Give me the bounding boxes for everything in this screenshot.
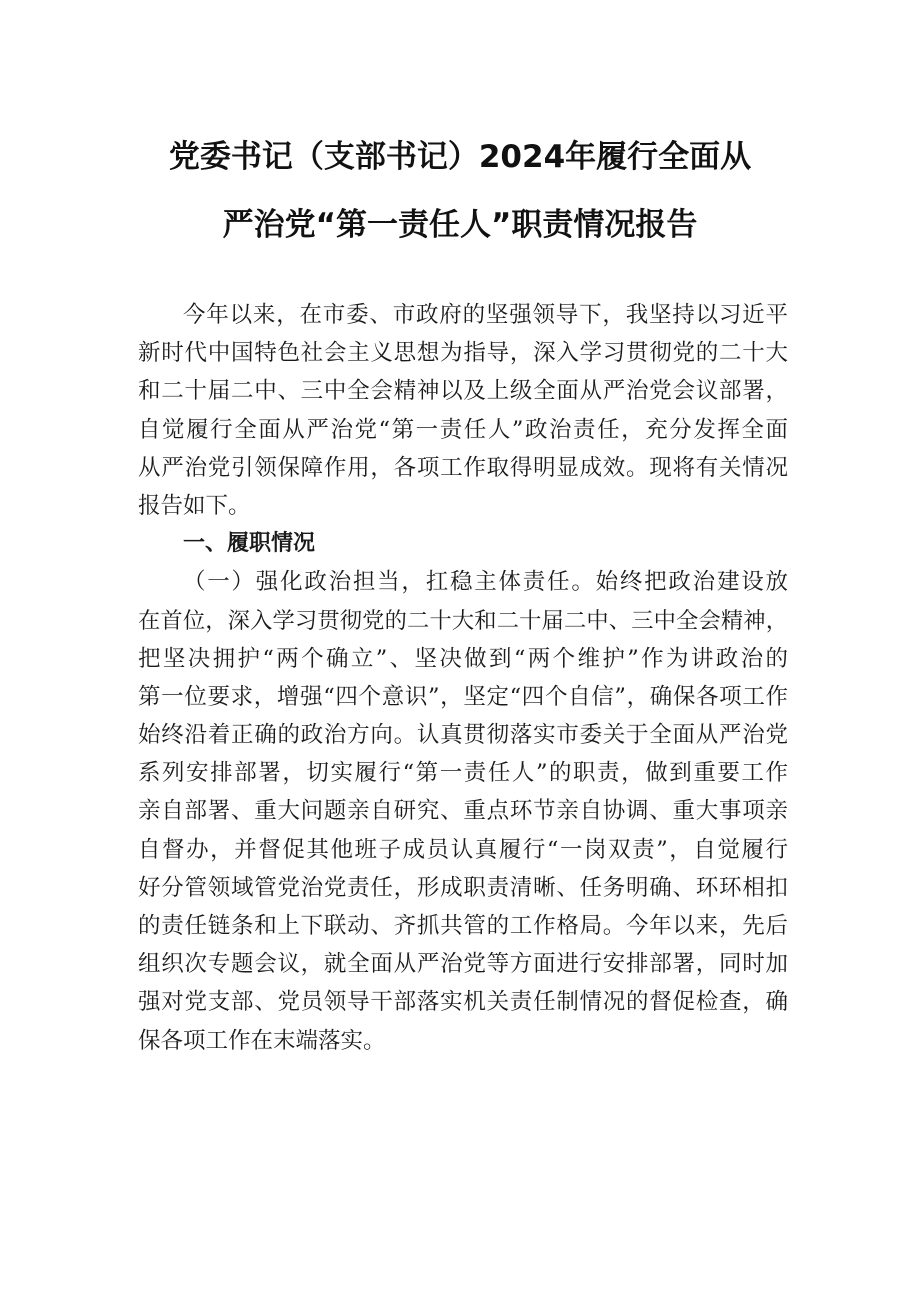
section1-paragraph [138,563,788,1059]
paragraph-line: 的责任链条和上下联动、齐抓共管的工作格局。今年以来，先后 [138,913,788,939]
intro-line: 自觉履行全面从严治党“第一责任人”政治责任，充分发挥全面 [138,416,788,443]
paragraph-line: 强对党支部、党员领导干部落实机关责任制情况的督促检查，确 [138,989,788,1016]
intro-line: 从严治党引领保障作用，各项工作取得明显成效。现将有关情况 [138,454,788,481]
intro-line: 新时代中国特色社会主义思想为指导，深入学习贯彻党的二十大 [138,340,788,367]
intro-line: 报告如下。 [138,492,251,519]
paragraph-line: 保各项工作在末端落实。 [138,1027,386,1054]
paragraph-line: 自督办，并督促其他班子成员认真履行“一岗双责”，自觉履行 [138,836,788,863]
paragraph-line: 好分管领域管党治党责任，形成职责清晰、任务明确、环环相扣 [138,874,788,901]
section-heading: 一、履职情况 [183,531,316,557]
document-title-line-2: 严治党“第一责任人”职责情况报告 [222,207,698,243]
paragraph-line: 组织次专题会议，就全面从严治党等方面进行安排部署，同时加 [138,951,788,978]
paragraph-line: 亲自部署、重大问题亲自研究、重点环节亲自协调、重大事项亲 [138,798,788,825]
document-title-line-1: 党委书记（支部书记）2024年履行全面从 [168,139,752,175]
paragraph-line: 始终沿着正确的政治方向。认真贯彻落实市委关于全面从严治党 [138,722,788,749]
intro-line: 今年以来，在市委、市政府的坚强领导下，我坚持以习近平 [183,302,788,328]
intro-paragraph [138,296,788,525]
intro-line: 和二十届二中、三中全会精神以及上级全面从严治党会议部署， [138,378,788,405]
paragraph-line: 把坚决拥护“两个确立”、坚决做到“两个维护”作为讲政治的 [138,645,788,672]
paragraph-line: 第一位要求，增强“四个意识”，坚定“四个自信”，确保各项工作 [138,683,788,710]
document-body [138,296,788,1060]
paragraph-line: 系列安排部署，切实履行“第一责任人”的职责，做到重要工作 [138,760,788,787]
paragraph-line: （一）强化政治担当，扛稳主体责任。始终把政治建设放 [183,569,788,596]
paragraph-line: 在首位，深入学习贯彻党的二十大和二十届二中、三中全会精神， [138,607,788,634]
